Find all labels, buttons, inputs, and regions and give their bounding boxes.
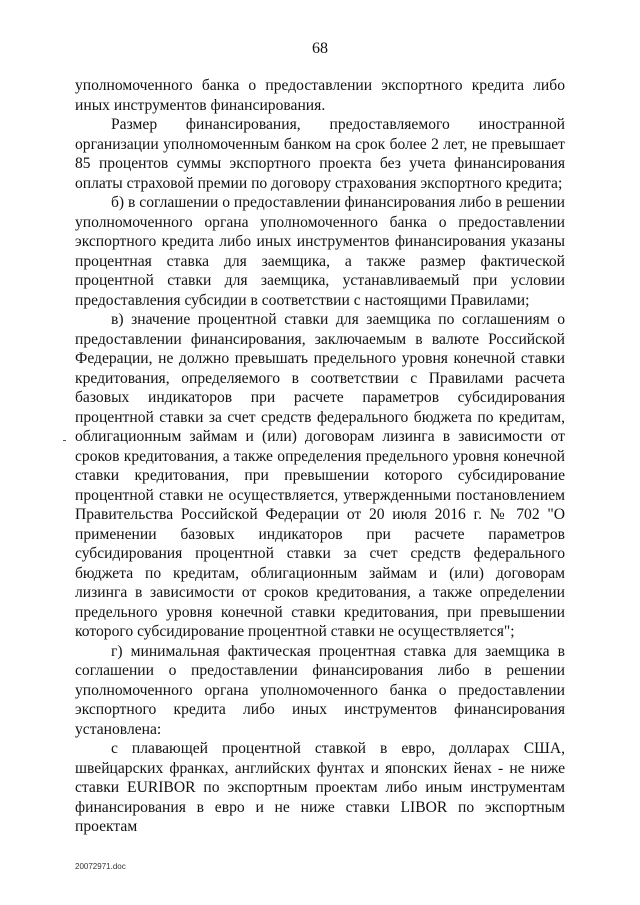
margin-mark: [63, 440, 66, 441]
paragraph-item-b: б) в соглашении о предоставлении финансирования либо в решении уполномоченного органа уполномоченного банка о предоставлении экспортного кредита либо иных инструментов финансирования указаны процентная ставка для заемщика, а также размер фактической процентной ставки для заемщика, устанавливаемый при условии предоставления субсидии в соответствии с настоящими Правилами;: [75, 194, 565, 309]
paragraph-floating-rate: с плавающей процентной ставкой в евро, долларах США, швейцарских франках, английских фунтах и японских йенах - не ниже ставки EURIBOR по экспортным проектам либо иным инструментам финансирования в евро и не ниже ставки LIBOR по экспортным проектам: [75, 740, 565, 835]
paragraph-continuation: уполномоченного банка о предоставлении экспортного кредита либо иных инструментов финансирования.: [75, 77, 565, 114]
document-body: [75, 76, 565, 837]
paragraph-financing-size: Размер финансирования, предоставляемого иностранной организации уполномоченным банком на срок более 2 лет, не превышает 85 процентов суммы экспортного проекта без учета финансирования оплаты страховой премии по договору страхования экспортного кредита;: [75, 116, 565, 192]
paragraph-item-v: в) значение процентной ставки для заемщика по соглашениям о предоставлении финансирования, заключаемым в валюте Российской Федерации, не должно превышать предельного уровня конечной ставки кредитования, определяемого в соответствии с Правилами расчета базовых индикаторов при расчете параметров субсидирования процентной ставки за счет средств федерального бюджета по кредитам, облигационным займам и (или) договорам лизинга в зависимости от сроков кредитования, а также определения предельного уровня конечной ставки кредитования, при превышении которого субсидирование процентной ставки не осуществляется, утвержденными постановлением Правительства Российской Федерации от 20 июля 2016 г. № 702 "О применении базовых индикаторов при расчете параметров субсидирования процентной ставки за счет средств федерального бюджета по кредитам, облигационным займам и (или) договорам лизинга в зависимости от сроков кредитования, а также определении предельного уровня конечной ставки кредитования, при превышении которого субсидирование процентной ставки не осуществляется";: [75, 311, 565, 640]
paragraph-item-g: г) минимальная фактическая процентная ставка для заемщика в соглашении о предоставлении финансирования либо в решении уполномоченного органа уполномоченного банка о предоставлении экспортного кредита либо иных инструментов финансирования установлена:: [75, 642, 565, 738]
page-number: 68: [312, 40, 328, 57]
footer-filename: 20072971.doc: [75, 862, 126, 871]
